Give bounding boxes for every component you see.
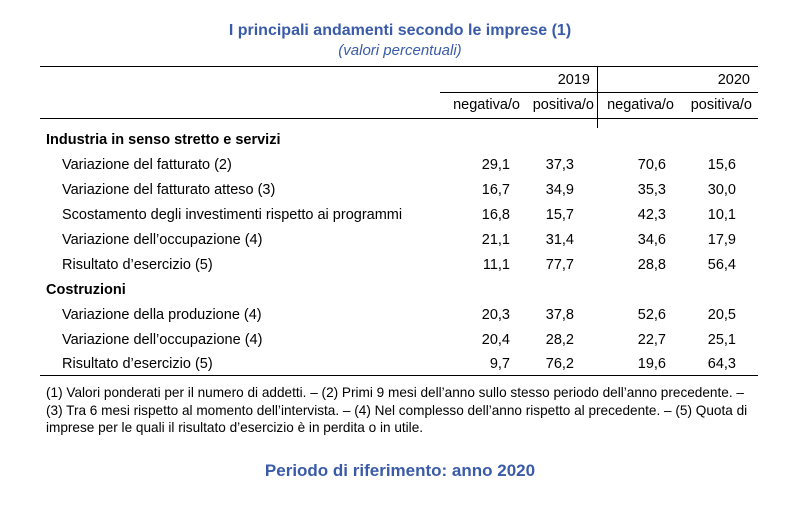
row-label: Risultato d’esercizio (5) — [62, 356, 213, 372]
value-cell: 28,2 — [545, 332, 574, 348]
table-title: I principali andamenti secondo le imprese (1) — [228, 22, 572, 39]
year-rule — [440, 92, 758, 93]
value-cell: 35,3 — [637, 182, 666, 198]
body-rule — [40, 375, 758, 376]
row-label: Scostamento degli investimenti rispetto ai programmi — [62, 207, 403, 223]
col-header-pos-2019: positiva/o — [532, 97, 594, 113]
value-cell: 20,4 — [481, 332, 510, 348]
value-cell: 10,1 — [707, 207, 736, 223]
value-cell: 56,4 — [707, 257, 736, 273]
value-cell: 31,4 — [545, 232, 574, 248]
value-cell: 70,6 — [637, 157, 666, 173]
value-cell: 34,9 — [545, 182, 574, 198]
value-cell: 28,8 — [637, 257, 666, 273]
value-cell: 15,7 — [545, 207, 574, 223]
value-cell: 76,2 — [545, 356, 574, 372]
value-cell: 15,6 — [707, 157, 736, 173]
col-header-neg-2019: negativa/o — [453, 97, 520, 113]
table-subtitle: (valori percentuali) — [338, 42, 462, 59]
top-rule — [40, 66, 758, 67]
value-cell: 42,3 — [637, 207, 666, 223]
row-label: Variazione del fatturato (2) — [62, 157, 232, 173]
col-header-pos-2020: positiva/o — [690, 97, 752, 113]
value-cell: 20,3 — [481, 307, 510, 323]
value-cell: 34,6 — [637, 232, 666, 248]
value-cell: 37,8 — [545, 307, 574, 323]
row-label: Variazione dell’occupazione (4) — [62, 232, 263, 248]
value-cell: 52,6 — [637, 307, 666, 323]
value-cell: 64,3 — [707, 356, 736, 372]
header-rule — [40, 118, 758, 119]
row-label: Variazione della produzione (4) — [62, 307, 262, 323]
year-2020: 2020 — [717, 72, 750, 88]
footnote: (1) Valori ponderati per il numero di addetti. – (2) Primi 9 mesi dell’anno sullo stesso periodo dell’anno precedente. – (3) Tra 6 mesi rispetto al momento dell’intervista. – (4) Nel complesso dell’anno rispetto al precedente. – (5) Quota di imprese per le quali il risultato d’esercizio è in perdita o in utile. — [46, 385, 748, 435]
value-cell: 19,6 — [637, 356, 666, 372]
value-cell: 17,9 — [707, 232, 736, 248]
section-heading-industria: Industria in senso stretto e servizi — [46, 132, 281, 148]
section-heading-costruzioni: Costruzioni — [46, 282, 126, 298]
value-cell: 37,3 — [545, 157, 574, 173]
value-cell: 29,1 — [481, 157, 510, 173]
row-label: Risultato d’esercizio (5) — [62, 257, 213, 273]
value-cell: 16,7 — [481, 182, 510, 198]
year-2019: 2019 — [557, 72, 590, 88]
value-cell: 22,7 — [637, 332, 666, 348]
value-cell: 30,0 — [707, 182, 736, 198]
value-cell: 20,5 — [707, 307, 736, 323]
row-label: Variazione dell’occupazione (4) — [62, 332, 263, 348]
value-cell: 11,1 — [482, 257, 510, 273]
reference-period: Periodo di riferimento: anno 2020 — [264, 461, 536, 480]
value-cell: 21,1 — [481, 232, 510, 248]
value-cell: 9,7 — [489, 356, 510, 372]
value-cell: 25,1 — [707, 332, 736, 348]
col-header-neg-2020: negativa/o — [607, 97, 674, 113]
value-cell: 77,7 — [545, 257, 574, 273]
year-divider — [597, 66, 598, 128]
value-cell: 16,8 — [481, 207, 510, 223]
row-label: Variazione del fatturato atteso (3) — [62, 182, 276, 198]
